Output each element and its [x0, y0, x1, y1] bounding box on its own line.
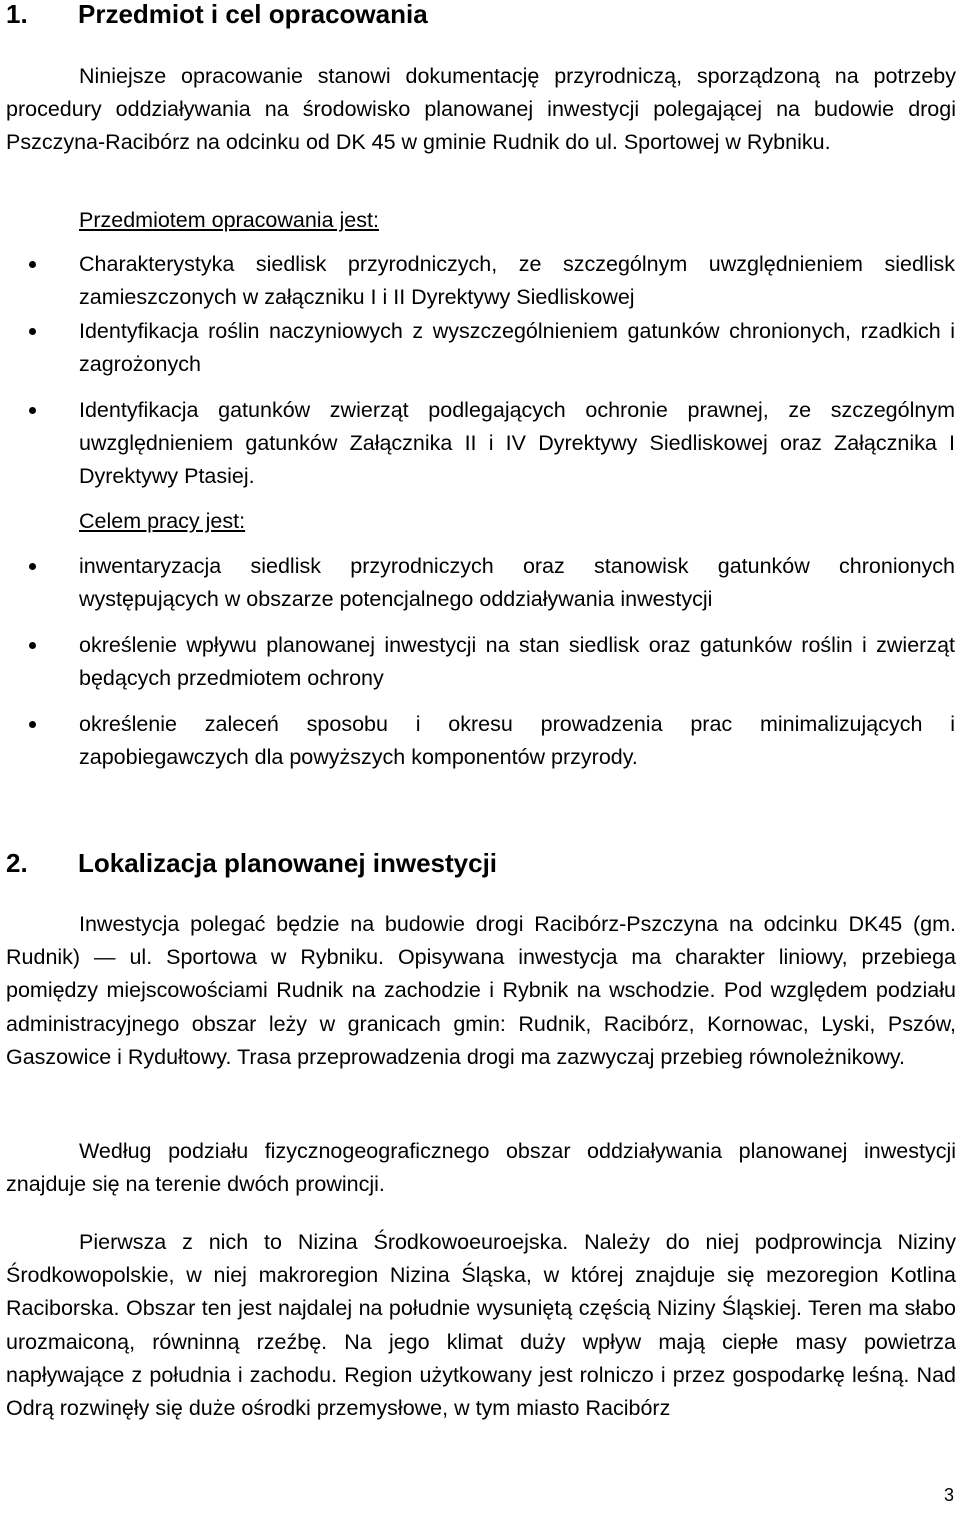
- subject-item: Charakterystyka siedlisk przyrodniczych, ze szczególnym uwzględnieniem siedlisk zamieszczonych w załączniku I i II Dyrektywy Siedliskowej: [79, 248, 955, 314]
- goal-item: określenie zaleceń sposobu i okresu prowadzenia prac minimalizujących i zapobiegawczych dla powyższych komponentów przyrody.: [79, 708, 955, 774]
- province-paragraph: Pierwsza z nich to Nizina Środkowoeuroejska. Należy do niej podprowincja Niziny Środkowopolskie, w niej makroregion Nizina Śląska, w której znajduje się mezoregion Kotlina Raciborska. Obszar ten jest najdalej na południe wysuniętą częścią Niziny Śląskiej. Teren ma słabo urozmaiconą, równinną rzeźbę. Na jego klimat duży wpływ mają ciepłe masy powietrza napływające z południa i zachodu. Region użytkowany jest rolniczo i przez gospodarkę leśną. Nad Odrą rozwinęły się duże ośrodki przemysłowe, w tym miasto Racibórz: [6, 1230, 956, 1421]
- subject-heading: Przedmiotem opracowania jest:: [79, 208, 379, 232]
- section-1-title: Przedmiot i cel opracowania: [78, 0, 428, 29]
- location-paragraph: Inwestycja polegać będzie na budowie drogi Racibórz-Pszczyna na odcinku DK45 (gm. Rudnik) — ul. Sportowa w Rybniku. Opisywana inwestycja ma charakter liniowy, przebiega pomiędzy miejscowościami Rudnik na zachodzie i Rybnik na wschodzie. Pod względem podziału administracyjnego obszar leży w granicach gmin: Rudnik, Racibórz, Kornowac, Lyski, Pszów, Gaszowice i Rydułtowy. Trasa przeprowadzenia drogi ma zazwyczaj przebieg równoleżnikowy.: [6, 912, 956, 1069]
- goal-heading: Celem pracy jest:: [79, 509, 246, 533]
- section-2-number: 2.: [6, 848, 28, 878]
- section-2-title: Lokalizacja planowanej inwestycji: [78, 848, 498, 878]
- page-number: 3: [943, 1485, 954, 1505]
- section-1-number: 1.: [6, 0, 28, 29]
- goal-item: określenie wpływu planowanej inwestycji na stan siedlisk oraz gatunków roślin i zwierząt będących przedmiotem ochrony: [79, 629, 955, 695]
- subject-item: Identyfikacja gatunków zwierząt podlegających ochronie prawnej, ze szczególnym uwzględnieniem gatunków Załącznika II i IV Dyrektywy Siedliskowej oraz Załącznika I Dyrektywy Ptasiej.: [79, 394, 955, 494]
- section-1-intro: Niniejsze opracowanie stanowi dokumentację przyrodniczą, sporządzoną na potrzeby procedury oddziaływania na środowisko planowanej inwestycji polegającej na budowie drogi Pszczyna-Racibórz na odcinku od DK 45 w gminie Rudnik do ul. Sportowej w Rybniku.: [6, 64, 956, 155]
- section-1-heading: [6, 0, 428, 30]
- physiography-paragraph: Według podziału fizycznogeograficznego obszar oddziaływania planowanej inwestycji znajduje się na terenie dwóch prowincji.: [6, 1139, 956, 1197]
- section-2-heading: [6, 847, 497, 879]
- subject-item: Identyfikacja roślin naczyniowych z wyszczególnieniem gatunków chronionych, rzadkich i zagrożonych: [79, 315, 955, 381]
- goal-item: inwentaryzacja siedlisk przyrodniczych oraz stanowisk gatunków chronionych występujących w obszarze potencjalnego oddziaływania inwestycji: [79, 550, 955, 616]
